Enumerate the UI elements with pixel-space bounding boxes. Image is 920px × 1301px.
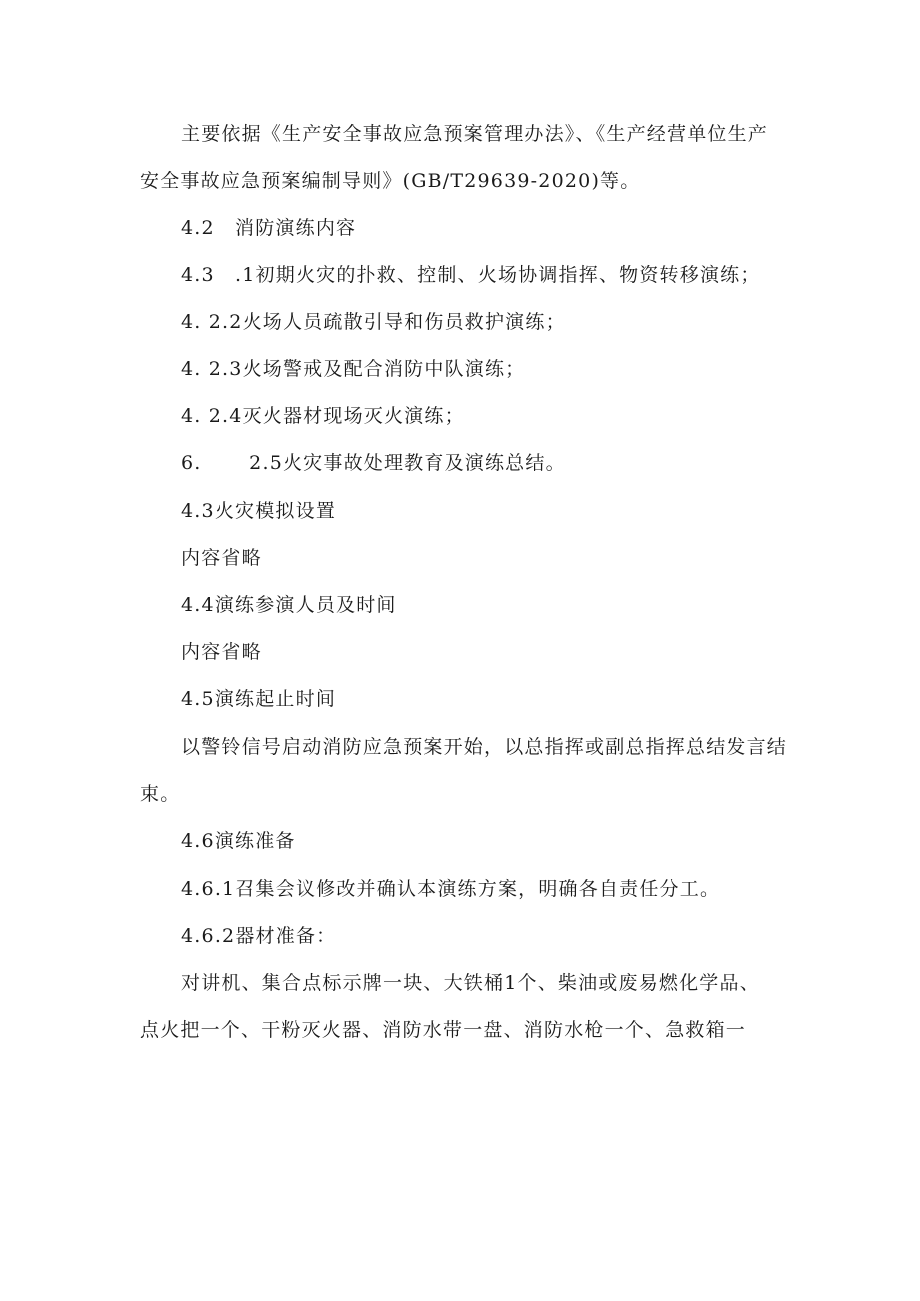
list-item: 4. 2.2火场人员疏散引导和伤员救护演练；	[181, 311, 566, 333]
list-item: 6. 2.5火灾事故处理教育及演练总结。	[181, 452, 566, 474]
text-line: 4.6.2器材准备：	[181, 925, 337, 947]
section-heading: 4.4演练参演人员及时间	[181, 594, 397, 616]
section-heading: 4.3火灾模拟设置	[181, 500, 337, 522]
section-heading: 4.2 消防演练内容	[181, 217, 357, 239]
text-line: 内容省略	[181, 641, 262, 663]
section-heading: 4.5演练起止时间	[181, 688, 337, 710]
text-line: 以警铃信号启动消防应急预案开始，以总指挥或副总指挥总结发言结	[181, 736, 788, 758]
text-line: 内容省略	[181, 547, 262, 569]
list-item: 4. 2.3火场警戒及配合消防中队演练；	[181, 358, 526, 380]
text-line: 束。	[140, 783, 181, 805]
list-item: 4. 2.4灭火器材现场灭火演练；	[181, 405, 465, 427]
section-heading: 4.6演练准备	[181, 830, 296, 852]
list-item: 4.3 .1初期火灾的扑救、控制、火场协调指挥、物资转移演练；	[181, 264, 761, 286]
text-line: 主要依据《生产安全事故应急预案管理办法》、《生产经营单位生产	[181, 123, 769, 145]
text-line: 安全事故应急预案编制导则》(GB/T29639-2020)等。	[140, 170, 641, 192]
text-line: 对讲机、集合点标示牌一块、大铁桶1个、柴油或废易燃化学品、	[181, 972, 760, 994]
text-line: 4.6.1召集会议修改并确认本演练方案，明确各自责任分工。	[181, 878, 721, 900]
text-line: 点火把一个、干粉灭火器、消防水带一盘、消防水枪一个、急救箱一	[140, 1019, 747, 1041]
